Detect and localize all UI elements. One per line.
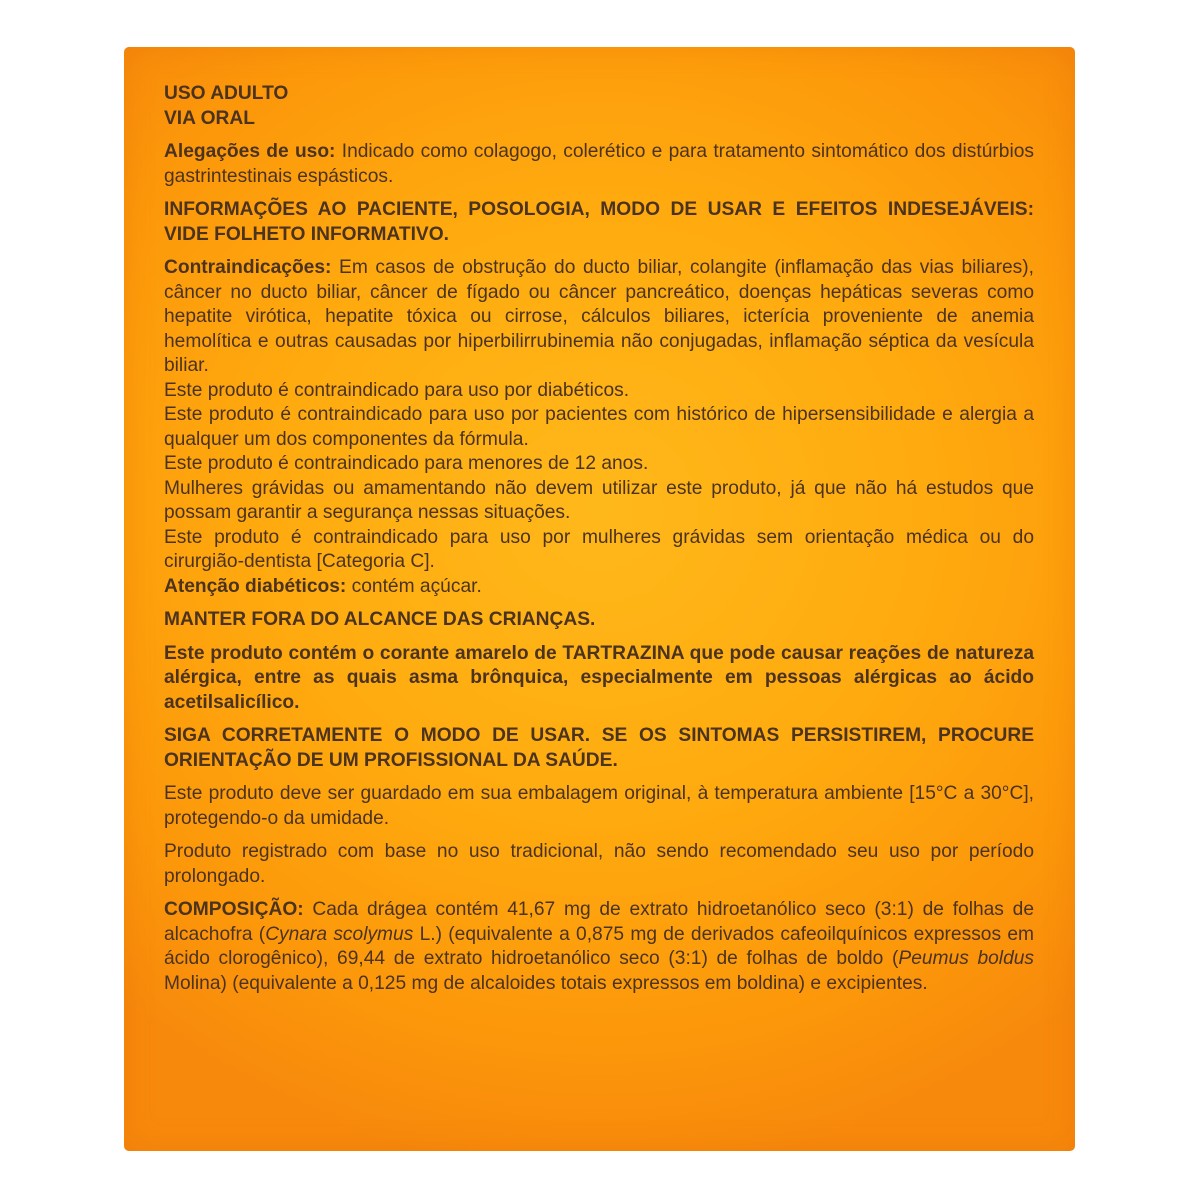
contraindication-hypersensitivity: Este produto é contraindicado para uso por pacientes com histórico de hipersensibilidade e alergia a qualquer um dos componentes da fórmula.: [164, 404, 1034, 450]
contraindication-pregnant-category: Este produto é contraindicado para uso por mulheres grávidas sem orientação médica ou do cirurgião-dentista [Categoria C].: [164, 526, 1034, 572]
composition-part3: Molina) (equivalente a 0,125 mg de alcaloides totais expressos em boldina) e excipientes.: [164, 972, 928, 994]
follow-instructions-warning: SIGA CORRETAMENTE O MODO DE USAR. SE OS SINTOMAS PERSISTIREM, PROCURE ORIENTAÇÃO DE UM PROFISSIONAL DA SAÚDE.: [164, 725, 1034, 771]
claims-paragraph: [164, 140, 1034, 189]
composition-label: COMPOSIÇÃO:: [164, 899, 304, 920]
species-boldo: Peumus boldus: [898, 948, 1035, 969]
contraindication-minors: Este produto é contraindicado para menores de 12 anos.: [164, 453, 649, 474]
composition-part1: Cada drágea contém 41,67 mg de extrato hidroetanólico seco (3:1) de folhas de alcachofra (: [164, 899, 1034, 945]
attention-text: contém açúcar.: [346, 575, 482, 597]
contraindications-label: Contraindicações:: [164, 257, 332, 278]
usage-line-oral: VIA ORAL: [164, 107, 255, 129]
contraindications-text: Em casos de obstrução do ducto biliar, colangite (inflamação das vias biliares), câncer no ducto biliar, câncer de fígado ou câncer pancreático, doenças hepáticas severas como hepatite virótica, hepatite tóxica ou cirrose, cálculos biliares, icterícia proveniente de anemia hemolítica e outras causadas por hiperbilirrubinemia não conjugadas, inflamação séptica da vesícula biliar.: [164, 257, 1034, 376]
contraindication-diabetics: Este produto é contraindicado para uso por diabéticos.: [164, 379, 630, 401]
tartrazine-warning: Este produto contém o corante amarelo de TARTRAZINA que pode causar reações de natureza alérgica, entre as quais asma brônquica, especialmente em pessoas alérgicas ao ácido acetilsalicílico.: [164, 642, 1034, 713]
keep-away-warning: MANTER FORA DO ALCANCE DAS CRIANÇAS.: [164, 609, 596, 630]
claims-text: Indicado como colagogo, colerético e para tratamento sintomático dos distúrbios gastrintestinais espásticos.: [164, 141, 1034, 187]
usage-line-adult: USO ADULTO: [164, 83, 289, 104]
attention-diabetics: [164, 575, 1034, 600]
package-text: [164, 82, 1034, 996]
attention-label: Atenção diabéticos:: [164, 575, 347, 597]
species-artichoke: Cynara scolymus: [265, 923, 414, 945]
contraindication-pregnant: Mulheres grávidas ou amamentando não devem utilizar este produto, já que não há estudos que possam garantir a segurança nessas situações.: [164, 477, 1034, 523]
contraindications-paragraph: [164, 256, 1034, 379]
storage-instructions: Este produto deve ser guardado em sua embalagem original, à temperatura ambiente [15°C a 30°C], protegendo-o da umidade.: [164, 783, 1034, 829]
patient-info-notice: INFORMAÇÕES AO PACIENTE, POSOLOGIA, MODO DE USAR E EFEITOS INDESEJÁVEIS: VIDE FOLHETO INFORMATIVO.: [164, 199, 1034, 245]
registration-note: Produto registrado com base no uso tradicional, não sendo recomendado seu uso por período prolongado.: [164, 841, 1034, 887]
composition-paragraph: [164, 898, 1034, 996]
composition-part2: L.) (equivalente a 0,875 mg de derivados cafeoilquínicos expressos em ácido clorogênico), 69,44 de extrato hidroetanólico seco (3:1) de folhas de boldo (: [164, 923, 1034, 969]
claims-label: Alegações de uso:: [164, 141, 336, 162]
